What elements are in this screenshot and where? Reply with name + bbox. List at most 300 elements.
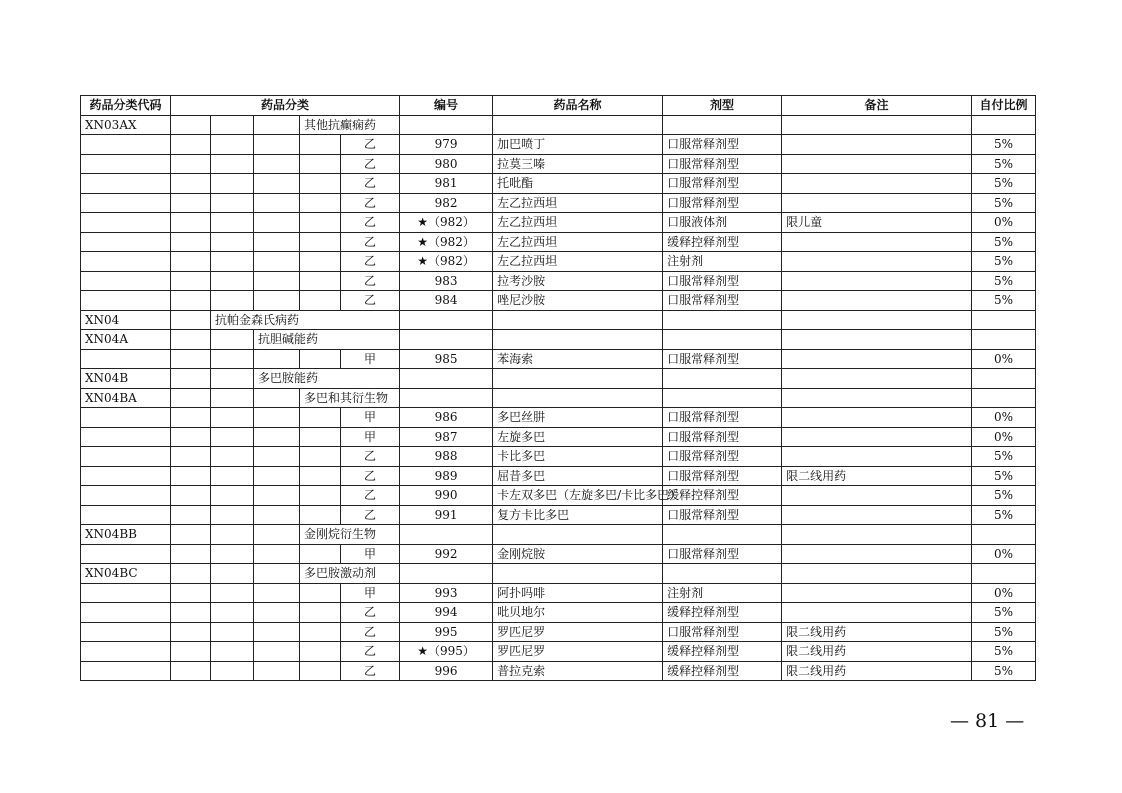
drug-number: 980 bbox=[400, 154, 493, 174]
drug-grade: 乙 bbox=[341, 291, 400, 311]
empty-cell bbox=[171, 291, 211, 311]
dosage-form: 口服常释剂型 bbox=[663, 544, 782, 564]
drug-number: 989 bbox=[400, 466, 493, 486]
dosage-form: 口服液体剂 bbox=[663, 213, 782, 233]
empty-cell bbox=[171, 661, 211, 681]
drug-number: 986 bbox=[400, 408, 493, 428]
empty-cell bbox=[254, 349, 300, 369]
drug-number: ★（982） bbox=[400, 252, 493, 272]
drug-name: 吡贝地尔 bbox=[493, 603, 663, 623]
empty-cell bbox=[663, 330, 782, 350]
header-remark: 备注 bbox=[782, 96, 972, 116]
table-body bbox=[81, 115, 1036, 681]
empty-cell bbox=[254, 213, 300, 233]
empty-cell bbox=[171, 603, 211, 623]
empty-cell bbox=[254, 388, 300, 408]
empty-cell bbox=[400, 369, 493, 389]
empty-cell bbox=[211, 271, 254, 291]
drug-name: 多巴丝肼 bbox=[493, 408, 663, 428]
empty-cell bbox=[300, 486, 341, 506]
empty-cell bbox=[211, 564, 254, 584]
drug-name: 拉莫三嗪 bbox=[493, 154, 663, 174]
empty-cell bbox=[493, 115, 663, 135]
drug-grade: 乙 bbox=[341, 213, 400, 233]
empty-cell bbox=[171, 564, 211, 584]
category-code: XN04A bbox=[81, 330, 171, 350]
drug-number: 979 bbox=[400, 135, 493, 155]
copay-ratio: 5% bbox=[972, 135, 1036, 155]
drug-number: 981 bbox=[400, 174, 493, 194]
empty-cell bbox=[211, 603, 254, 623]
empty-cell bbox=[782, 388, 972, 408]
remark bbox=[782, 291, 972, 311]
empty-cell bbox=[81, 642, 171, 662]
empty-cell bbox=[300, 193, 341, 213]
drug-grade: 乙 bbox=[341, 154, 400, 174]
drug-row bbox=[81, 408, 1036, 428]
empty-cell bbox=[171, 622, 211, 642]
category-label: 多巴胺激动剂 bbox=[300, 564, 400, 584]
empty-cell bbox=[254, 232, 300, 252]
copay-ratio: 5% bbox=[972, 505, 1036, 525]
drug-name: 托吡酯 bbox=[493, 174, 663, 194]
empty-cell bbox=[211, 213, 254, 233]
drug-name: 拉考沙胺 bbox=[493, 271, 663, 291]
empty-cell bbox=[300, 447, 341, 467]
drug-grade: 乙 bbox=[341, 642, 400, 662]
remark bbox=[782, 193, 972, 213]
category-label: 抗胆碱能药 bbox=[254, 330, 400, 350]
dosage-form: 口服常释剂型 bbox=[663, 466, 782, 486]
drug-grade: 乙 bbox=[341, 271, 400, 291]
empty-cell bbox=[211, 544, 254, 564]
empty-cell bbox=[300, 408, 341, 428]
remark bbox=[782, 505, 972, 525]
empty-cell bbox=[300, 505, 341, 525]
empty-cell bbox=[972, 330, 1036, 350]
empty-cell bbox=[972, 115, 1036, 135]
dosage-form: 口服常释剂型 bbox=[663, 349, 782, 369]
drug-number: 985 bbox=[400, 349, 493, 369]
empty-cell bbox=[300, 544, 341, 564]
empty-cell bbox=[211, 115, 254, 135]
empty-cell bbox=[81, 408, 171, 428]
empty-cell bbox=[493, 525, 663, 545]
empty-cell bbox=[972, 388, 1036, 408]
empty-cell bbox=[254, 271, 300, 291]
empty-cell bbox=[171, 486, 211, 506]
empty-cell bbox=[493, 388, 663, 408]
empty-cell bbox=[81, 291, 171, 311]
drug-name: 左乙拉西坦 bbox=[493, 193, 663, 213]
drug-name: 普拉克索 bbox=[493, 661, 663, 681]
drug-row bbox=[81, 447, 1036, 467]
drug-row bbox=[81, 603, 1036, 623]
drug-row bbox=[81, 154, 1036, 174]
drug-name: 左乙拉西坦 bbox=[493, 213, 663, 233]
empty-cell bbox=[972, 525, 1036, 545]
empty-cell bbox=[211, 388, 254, 408]
empty-cell bbox=[254, 291, 300, 311]
remark bbox=[782, 427, 972, 447]
empty-cell bbox=[81, 466, 171, 486]
empty-cell bbox=[211, 154, 254, 174]
copay-ratio: 0% bbox=[972, 349, 1036, 369]
header-form: 剂型 bbox=[663, 96, 782, 116]
empty-cell bbox=[81, 505, 171, 525]
empty-cell bbox=[254, 115, 300, 135]
dosage-form: 缓释控释剂型 bbox=[663, 642, 782, 662]
drug-row bbox=[81, 213, 1036, 233]
empty-cell bbox=[254, 603, 300, 623]
header-category: 药品分类 bbox=[171, 96, 400, 116]
empty-cell bbox=[81, 252, 171, 272]
copay-ratio: 0% bbox=[972, 213, 1036, 233]
empty-cell bbox=[663, 564, 782, 584]
dosage-form: 缓释控释剂型 bbox=[663, 603, 782, 623]
empty-cell bbox=[300, 232, 341, 252]
empty-cell bbox=[493, 310, 663, 330]
empty-cell bbox=[171, 271, 211, 291]
remark bbox=[782, 486, 972, 506]
empty-cell bbox=[254, 193, 300, 213]
empty-cell bbox=[81, 603, 171, 623]
empty-cell bbox=[171, 135, 211, 155]
empty-cell bbox=[81, 661, 171, 681]
remark: 限儿童 bbox=[782, 213, 972, 233]
empty-cell bbox=[663, 388, 782, 408]
drug-row bbox=[81, 642, 1036, 662]
drug-grade: 乙 bbox=[341, 603, 400, 623]
drug-catalog-table bbox=[80, 95, 1036, 681]
dosage-form: 口服常释剂型 bbox=[663, 408, 782, 428]
empty-cell bbox=[211, 486, 254, 506]
drug-row bbox=[81, 291, 1036, 311]
empty-cell bbox=[211, 661, 254, 681]
empty-cell bbox=[211, 447, 254, 467]
empty-cell bbox=[400, 564, 493, 584]
category-code: XN04BB bbox=[81, 525, 171, 545]
dosage-form: 口服常释剂型 bbox=[663, 622, 782, 642]
drug-name: 左旋多巴 bbox=[493, 427, 663, 447]
drug-name: 复方卡比多巴 bbox=[493, 505, 663, 525]
empty-cell bbox=[171, 310, 211, 330]
empty-cell bbox=[254, 154, 300, 174]
drug-number: 994 bbox=[400, 603, 493, 623]
empty-cell bbox=[81, 544, 171, 564]
drug-name: 苯海索 bbox=[493, 349, 663, 369]
empty-cell bbox=[211, 505, 254, 525]
drug-number: 982 bbox=[400, 193, 493, 213]
empty-cell bbox=[211, 622, 254, 642]
empty-cell bbox=[254, 408, 300, 428]
drug-name: 左乙拉西坦 bbox=[493, 252, 663, 272]
dosage-form: 口服常释剂型 bbox=[663, 193, 782, 213]
empty-cell bbox=[171, 583, 211, 603]
empty-cell bbox=[211, 193, 254, 213]
dosage-form: 口服常释剂型 bbox=[663, 271, 782, 291]
drug-row bbox=[81, 232, 1036, 252]
empty-cell bbox=[300, 349, 341, 369]
drug-number: 991 bbox=[400, 505, 493, 525]
dosage-form: 注射剂 bbox=[663, 252, 782, 272]
drug-number: ★（995） bbox=[400, 642, 493, 662]
remark bbox=[782, 252, 972, 272]
drug-grade: 甲 bbox=[341, 583, 400, 603]
drug-row bbox=[81, 427, 1036, 447]
drug-grade: 乙 bbox=[341, 232, 400, 252]
remark bbox=[782, 349, 972, 369]
dosage-form: 缓释控释剂型 bbox=[663, 661, 782, 681]
empty-cell bbox=[300, 583, 341, 603]
copay-ratio: 5% bbox=[972, 193, 1036, 213]
drug-number: ★（982） bbox=[400, 213, 493, 233]
drug-grade: 乙 bbox=[341, 486, 400, 506]
category-row bbox=[81, 330, 1036, 350]
empty-cell bbox=[211, 174, 254, 194]
remark bbox=[782, 135, 972, 155]
copay-ratio: 5% bbox=[972, 271, 1036, 291]
copay-ratio: 5% bbox=[972, 291, 1036, 311]
copay-ratio: 5% bbox=[972, 252, 1036, 272]
empty-cell bbox=[254, 466, 300, 486]
copay-ratio: 0% bbox=[972, 427, 1036, 447]
dosage-form: 口服常释剂型 bbox=[663, 135, 782, 155]
empty-cell bbox=[300, 661, 341, 681]
drug-name: 唑尼沙胺 bbox=[493, 291, 663, 311]
category-label: 其他抗癫痫药 bbox=[300, 115, 400, 135]
drug-row bbox=[81, 583, 1036, 603]
empty-cell bbox=[211, 408, 254, 428]
copay-ratio: 5% bbox=[972, 661, 1036, 681]
empty-cell bbox=[211, 232, 254, 252]
drug-row bbox=[81, 544, 1036, 564]
remark: 限二线用药 bbox=[782, 466, 972, 486]
drug-row bbox=[81, 271, 1036, 291]
drug-name: 卡左双多巴（左旋多巴/卡比多巴） bbox=[493, 486, 663, 506]
dosage-form: 口服常释剂型 bbox=[663, 427, 782, 447]
remark bbox=[782, 544, 972, 564]
empty-cell bbox=[81, 232, 171, 252]
category-label: 多巴和其衍生物 bbox=[300, 388, 400, 408]
empty-cell bbox=[81, 349, 171, 369]
empty-cell bbox=[171, 154, 211, 174]
empty-cell bbox=[400, 330, 493, 350]
drug-grade: 乙 bbox=[341, 447, 400, 467]
category-row bbox=[81, 564, 1036, 584]
drug-grade: 乙 bbox=[341, 505, 400, 525]
dosage-form: 口服常释剂型 bbox=[663, 174, 782, 194]
empty-cell bbox=[254, 427, 300, 447]
empty-cell bbox=[81, 174, 171, 194]
drug-name: 阿扑吗啡 bbox=[493, 583, 663, 603]
empty-cell bbox=[171, 447, 211, 467]
copay-ratio: 0% bbox=[972, 408, 1036, 428]
drug-row bbox=[81, 135, 1036, 155]
empty-cell bbox=[81, 583, 171, 603]
drug-grade: 乙 bbox=[341, 193, 400, 213]
drug-number: 988 bbox=[400, 447, 493, 467]
drug-grade: 甲 bbox=[341, 349, 400, 369]
drug-row bbox=[81, 622, 1036, 642]
empty-cell bbox=[171, 466, 211, 486]
empty-cell bbox=[254, 564, 300, 584]
drug-name: 屈昔多巴 bbox=[493, 466, 663, 486]
empty-cell bbox=[211, 369, 254, 389]
empty-cell bbox=[400, 310, 493, 330]
empty-cell bbox=[493, 330, 663, 350]
empty-cell bbox=[211, 349, 254, 369]
empty-cell bbox=[972, 310, 1036, 330]
empty-cell bbox=[782, 310, 972, 330]
drug-grade: 甲 bbox=[341, 427, 400, 447]
drug-grade: 乙 bbox=[341, 622, 400, 642]
dosage-form: 口服常释剂型 bbox=[663, 154, 782, 174]
empty-cell bbox=[493, 369, 663, 389]
empty-cell bbox=[254, 622, 300, 642]
empty-cell bbox=[171, 427, 211, 447]
empty-cell bbox=[171, 505, 211, 525]
category-row bbox=[81, 115, 1036, 135]
drug-row bbox=[81, 252, 1036, 272]
drug-number: 984 bbox=[400, 291, 493, 311]
empty-cell bbox=[300, 622, 341, 642]
copay-ratio: 5% bbox=[972, 603, 1036, 623]
drug-row bbox=[81, 174, 1036, 194]
empty-cell bbox=[972, 564, 1036, 584]
empty-cell bbox=[81, 271, 171, 291]
drug-grade: 乙 bbox=[341, 252, 400, 272]
dosage-form: 口服常释剂型 bbox=[663, 447, 782, 467]
category-row bbox=[81, 525, 1036, 545]
empty-cell bbox=[81, 193, 171, 213]
empty-cell bbox=[211, 583, 254, 603]
dosage-form: 缓释控释剂型 bbox=[663, 232, 782, 252]
empty-cell bbox=[81, 154, 171, 174]
header-code: 药品分类代码 bbox=[81, 96, 171, 116]
empty-cell bbox=[171, 213, 211, 233]
empty-cell bbox=[171, 252, 211, 272]
drug-number: 987 bbox=[400, 427, 493, 447]
empty-cell bbox=[171, 349, 211, 369]
header-number: 编号 bbox=[400, 96, 493, 116]
empty-cell bbox=[300, 154, 341, 174]
drug-number: 990 bbox=[400, 486, 493, 506]
empty-cell bbox=[300, 466, 341, 486]
copay-ratio: 5% bbox=[972, 466, 1036, 486]
copay-ratio: 5% bbox=[972, 174, 1036, 194]
empty-cell bbox=[171, 388, 211, 408]
empty-cell bbox=[300, 213, 341, 233]
drug-grade: 乙 bbox=[341, 661, 400, 681]
page-number: — 81 — bbox=[950, 710, 1025, 732]
empty-cell bbox=[254, 642, 300, 662]
drug-number: 983 bbox=[400, 271, 493, 291]
empty-cell bbox=[254, 525, 300, 545]
empty-cell bbox=[171, 642, 211, 662]
category-code: XN03AX bbox=[81, 115, 171, 135]
empty-cell bbox=[211, 330, 254, 350]
drug-number: ★（982） bbox=[400, 232, 493, 252]
category-code: XN04 bbox=[81, 310, 171, 330]
empty-cell bbox=[211, 135, 254, 155]
copay-ratio: 5% bbox=[972, 447, 1036, 467]
empty-cell bbox=[81, 622, 171, 642]
empty-cell bbox=[400, 388, 493, 408]
header-name: 药品名称 bbox=[493, 96, 663, 116]
drug-number: 995 bbox=[400, 622, 493, 642]
empty-cell bbox=[782, 564, 972, 584]
empty-cell bbox=[171, 232, 211, 252]
copay-ratio: 0% bbox=[972, 583, 1036, 603]
drug-name: 罗匹尼罗 bbox=[493, 622, 663, 642]
drug-row bbox=[81, 193, 1036, 213]
empty-cell bbox=[254, 544, 300, 564]
empty-cell bbox=[254, 486, 300, 506]
drug-grade: 乙 bbox=[341, 466, 400, 486]
empty-cell bbox=[254, 661, 300, 681]
empty-cell bbox=[81, 447, 171, 467]
empty-cell bbox=[211, 252, 254, 272]
empty-cell bbox=[211, 466, 254, 486]
empty-cell bbox=[782, 330, 972, 350]
empty-cell bbox=[782, 525, 972, 545]
empty-cell bbox=[493, 564, 663, 584]
remark: 限二线用药 bbox=[782, 661, 972, 681]
category-code: XN04BA bbox=[81, 388, 171, 408]
header-ratio: 自付比例 bbox=[972, 96, 1036, 116]
remark bbox=[782, 447, 972, 467]
empty-cell bbox=[171, 115, 211, 135]
table-header-row bbox=[81, 96, 1036, 116]
drug-number: 992 bbox=[400, 544, 493, 564]
empty-cell bbox=[663, 310, 782, 330]
drug-grade: 甲 bbox=[341, 544, 400, 564]
remark bbox=[782, 174, 972, 194]
drug-name: 加巴喷丁 bbox=[493, 135, 663, 155]
drug-grade: 乙 bbox=[341, 174, 400, 194]
dosage-form: 口服常释剂型 bbox=[663, 291, 782, 311]
drug-row bbox=[81, 486, 1036, 506]
copay-ratio: 5% bbox=[972, 486, 1036, 506]
empty-cell bbox=[211, 642, 254, 662]
drug-number: 996 bbox=[400, 661, 493, 681]
copay-ratio: 5% bbox=[972, 642, 1036, 662]
category-row bbox=[81, 310, 1036, 330]
empty-cell bbox=[81, 135, 171, 155]
empty-cell bbox=[254, 174, 300, 194]
dosage-form: 缓释控释剂型 bbox=[663, 486, 782, 506]
category-label: 金刚烷衍生物 bbox=[300, 525, 400, 545]
drug-grade: 甲 bbox=[341, 408, 400, 428]
empty-cell bbox=[300, 642, 341, 662]
drug-number: 993 bbox=[400, 583, 493, 603]
empty-cell bbox=[663, 115, 782, 135]
empty-cell bbox=[300, 174, 341, 194]
remark bbox=[782, 232, 972, 252]
empty-cell bbox=[171, 525, 211, 545]
copay-ratio: 5% bbox=[972, 154, 1036, 174]
copay-ratio: 5% bbox=[972, 622, 1036, 642]
category-label: 多巴胺能药 bbox=[254, 369, 400, 389]
empty-cell bbox=[663, 525, 782, 545]
remark: 限二线用药 bbox=[782, 622, 972, 642]
copay-ratio: 0% bbox=[972, 544, 1036, 564]
empty-cell bbox=[972, 369, 1036, 389]
empty-cell bbox=[254, 252, 300, 272]
dosage-form: 注射剂 bbox=[663, 583, 782, 603]
drug-grade: 乙 bbox=[341, 135, 400, 155]
